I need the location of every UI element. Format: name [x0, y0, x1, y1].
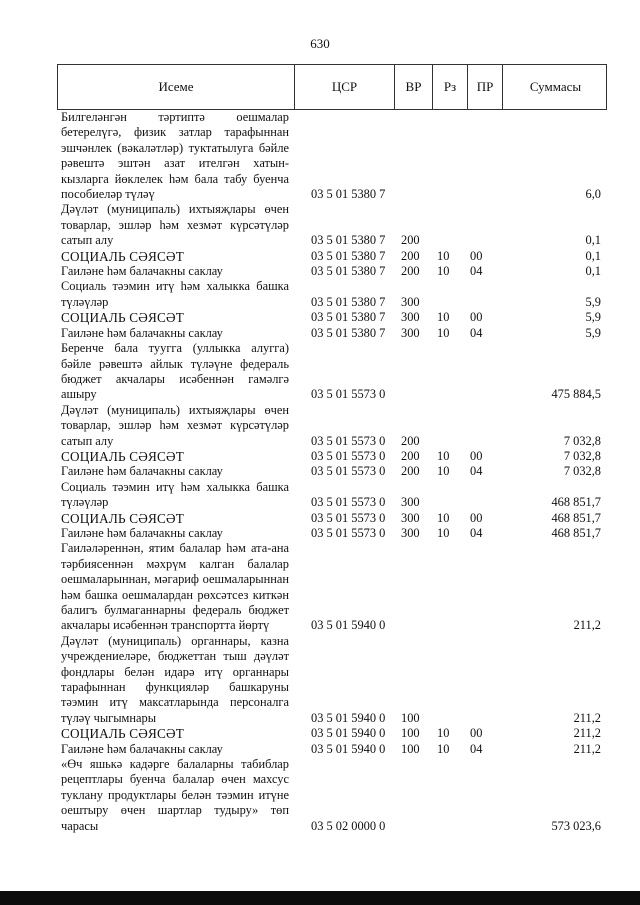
- table-row: [61, 464, 601, 479]
- row-pr: 00: [470, 726, 483, 741]
- row-name: Социаль тәэмин итү һәм халыкка башка түләүләр: [61, 279, 289, 309]
- table-row: [61, 726, 601, 741]
- table-row: [61, 449, 601, 464]
- row-pr: 04: [470, 464, 483, 479]
- row-name: Дәүләт (муниципаль) ихтыяҗлары өчен товарлар, эшләр һәм хезмәт күрсәтүләр сатып алу: [61, 402, 289, 448]
- table-row: [61, 279, 601, 310]
- row-name: Гаиләне һәм балачакны саклау: [61, 464, 223, 479]
- row-rz: 10: [437, 310, 450, 325]
- row-csr-code: 03 5 01 5940 0: [311, 710, 386, 725]
- row-csr-code: 03 5 01 5380 7: [311, 248, 386, 263]
- row-amount: 0,1: [585, 233, 601, 248]
- row-csr-code: 03 5 01 5573 0: [311, 525, 386, 540]
- row-name: СОЦИАЛЬ СӘЯСӘТ: [61, 726, 184, 742]
- row-rz: 10: [437, 325, 450, 340]
- row-csr-code: 03 5 01 5380 7: [311, 233, 386, 248]
- row-name: СОЦИАЛЬ СӘЯСӘТ: [61, 248, 184, 264]
- row-amount: 468 851,7: [551, 510, 601, 525]
- table-row: [61, 634, 601, 726]
- row-csr-code: 03 5 01 5940 0: [311, 618, 386, 633]
- row-pr: 04: [470, 325, 483, 340]
- table-row: [61, 403, 601, 449]
- table-row: [61, 757, 601, 834]
- row-amount: 468 851,7: [551, 495, 601, 510]
- table-row: [61, 742, 601, 757]
- row-pr: 00: [470, 448, 483, 463]
- row-rz: 10: [437, 448, 450, 463]
- row-name: Дәүләт (муниципаль) органнары, казна учреждениеләре, бюджеттан тыш дәүләт фондлары белән идарә итү органнары тарафыннан функцияләр башкаруны тәэмин итү максатларында персоналга түләү чыгымнары: [61, 633, 289, 725]
- row-csr-code: 03 5 01 5380 7: [311, 325, 386, 340]
- row-pr: 04: [470, 741, 483, 756]
- row-rz: 10: [437, 726, 450, 741]
- column-header-csr: ЦСР: [295, 65, 395, 109]
- row-name: Беренче бала туугга (уллыкка алугга) бәйле рәвештә айлык түләүне федераль бюджет акчалары исәбеннән гамәлгә ашыру: [61, 341, 289, 402]
- row-csr-code: 03 5 01 5573 0: [311, 510, 386, 525]
- row-rz: 10: [437, 464, 450, 479]
- row-name: Гаиләне һәм балачакны саклау: [61, 325, 223, 340]
- row-vr: 300: [401, 510, 420, 525]
- table-header: [57, 64, 607, 110]
- table-row: [61, 480, 601, 511]
- row-name: Гаиләләреннән, ятим балалар һәм ата-ана тәрбиясеннән мәхрүм калган балалар оешмаларыннан, мәгариф оешмаларыннан һәм башка оешмалардан рөхсәтсез киткән балигъ булмаганнарны федераль бюджет акчалары исәбеннән транспортта йөртү: [61, 541, 289, 633]
- row-vr: 300: [401, 495, 420, 510]
- row-name: СОЦИАЛЬ СӘЯСӘТ: [61, 510, 184, 526]
- row-csr-code: 03 5 01 5940 0: [311, 726, 386, 741]
- row-amount: 7 032,8: [563, 464, 601, 479]
- row-amount: 5,9: [585, 310, 601, 325]
- row-pr: 00: [470, 510, 483, 525]
- column-header-vr: ВР: [395, 65, 433, 109]
- column-header-rz: Рз: [433, 65, 468, 109]
- column-header-pr: ПР: [468, 65, 503, 109]
- row-pr: 04: [470, 525, 483, 540]
- row-vr: 100: [401, 726, 420, 741]
- row-vr: 200: [401, 233, 420, 248]
- table-row: [61, 341, 601, 403]
- table-row: [61, 526, 601, 541]
- row-amount: 5,9: [585, 294, 601, 309]
- row-amount: 7 032,8: [563, 433, 601, 448]
- row-amount: 5,9: [585, 325, 601, 340]
- row-name: Гаиләне һәм балачакны саклау: [61, 741, 223, 756]
- row-pr: 00: [470, 248, 483, 263]
- table-row: [61, 326, 601, 341]
- row-vr: 300: [401, 325, 420, 340]
- row-csr-code: 03 5 01 5940 0: [311, 741, 386, 756]
- scan-bottom-edge: [0, 891, 640, 905]
- row-csr-code: 03 5 01 5573 0: [311, 448, 386, 463]
- row-vr: 300: [401, 310, 420, 325]
- row-amount: 0,1: [585, 248, 601, 263]
- row-name: «Өч яшькә кадәрге балаларны табиблар рецептлары буенча балалар өчен махсус туклану продуктлары белән тәэмин итүне оештыру өчен шартлар тудыру» төп чарасы: [61, 757, 289, 833]
- row-amount: 6,0: [585, 187, 601, 202]
- page-number: 630: [310, 36, 330, 51]
- row-vr: 200: [401, 433, 420, 448]
- table-row: [61, 110, 601, 202]
- row-csr-code: 03 5 01 5380 7: [311, 294, 386, 309]
- row-vr: 100: [401, 710, 420, 725]
- row-amount: 475 884,5: [551, 387, 601, 402]
- row-amount: 0,1: [585, 264, 601, 279]
- row-amount: 7 032,8: [563, 448, 601, 463]
- row-rz: 10: [437, 510, 450, 525]
- row-amount: 468 851,7: [551, 525, 601, 540]
- row-vr: 300: [401, 294, 420, 309]
- row-rz: 10: [437, 741, 450, 756]
- row-amount: 211,2: [573, 618, 601, 633]
- row-amount: 211,2: [573, 726, 601, 741]
- row-vr: 200: [401, 248, 420, 263]
- row-name: Гаиләне һәм балачакны саклау: [61, 264, 223, 279]
- row-name: СОЦИАЛЬ СӘЯСӘТ: [61, 310, 184, 326]
- row-name: СОЦИАЛЬ СӘЯСӘТ: [61, 448, 184, 464]
- row-csr-code: 03 5 01 5573 0: [311, 433, 386, 448]
- row-name: Дәүләт (муниципаль) ихтыяҗлары өчен товарлар, эшләр һәм хезмәт күрсәтүләр сатып алу: [61, 202, 289, 248]
- row-pr: 00: [470, 310, 483, 325]
- row-vr: 300: [401, 525, 420, 540]
- table-row: [61, 264, 601, 279]
- row-csr-code: 03 5 01 5573 0: [311, 387, 386, 402]
- table-row: [61, 249, 601, 264]
- column-header-sum: Суммасы: [529, 79, 582, 94]
- row-csr-code: 03 5 01 5380 7: [311, 310, 386, 325]
- row-csr-code: 03 5 01 5380 7: [311, 187, 386, 202]
- table-body: [61, 110, 601, 834]
- row-amount: 211,2: [573, 741, 601, 756]
- row-amount: 211,2: [573, 710, 601, 725]
- row-csr-code: 03 5 01 5380 7: [311, 264, 386, 279]
- row-csr-code: 03 5 01 5573 0: [311, 464, 386, 479]
- row-vr: 200: [401, 264, 420, 279]
- row-vr: 100: [401, 741, 420, 756]
- row-vr: 200: [401, 448, 420, 463]
- row-csr-code: 03 5 01 5573 0: [311, 495, 386, 510]
- row-vr: 200: [401, 464, 420, 479]
- row-name: Гаиләне һәм балачакны саклау: [61, 525, 223, 540]
- row-rz: 10: [437, 248, 450, 263]
- row-csr-code: 03 5 02 0000 0: [311, 818, 386, 833]
- table-row: [61, 310, 601, 325]
- row-amount: 573 023,6: [551, 818, 601, 833]
- table-row: [61, 541, 601, 633]
- row-pr: 04: [470, 264, 483, 279]
- column-header-name: Исеме: [58, 65, 295, 109]
- row-name: Социаль тәэмин итү һәм халыкка башка түләүләр: [61, 479, 289, 510]
- table-row: [61, 202, 601, 248]
- row-rz: 10: [437, 525, 450, 540]
- row-name: Билгеләнгән тәртиптә оешмалар бетерелүгә, физик затлар тарафыннан эшчәнлек (вәкаләтләр) туктатылуга бәйле рәвештә эштән азат ителгән хатын-кызларга йөклелек һәм бала табу буенча пособиеләр түләү: [61, 110, 289, 202]
- row-rz: 10: [437, 264, 450, 279]
- table-row: [61, 511, 601, 526]
